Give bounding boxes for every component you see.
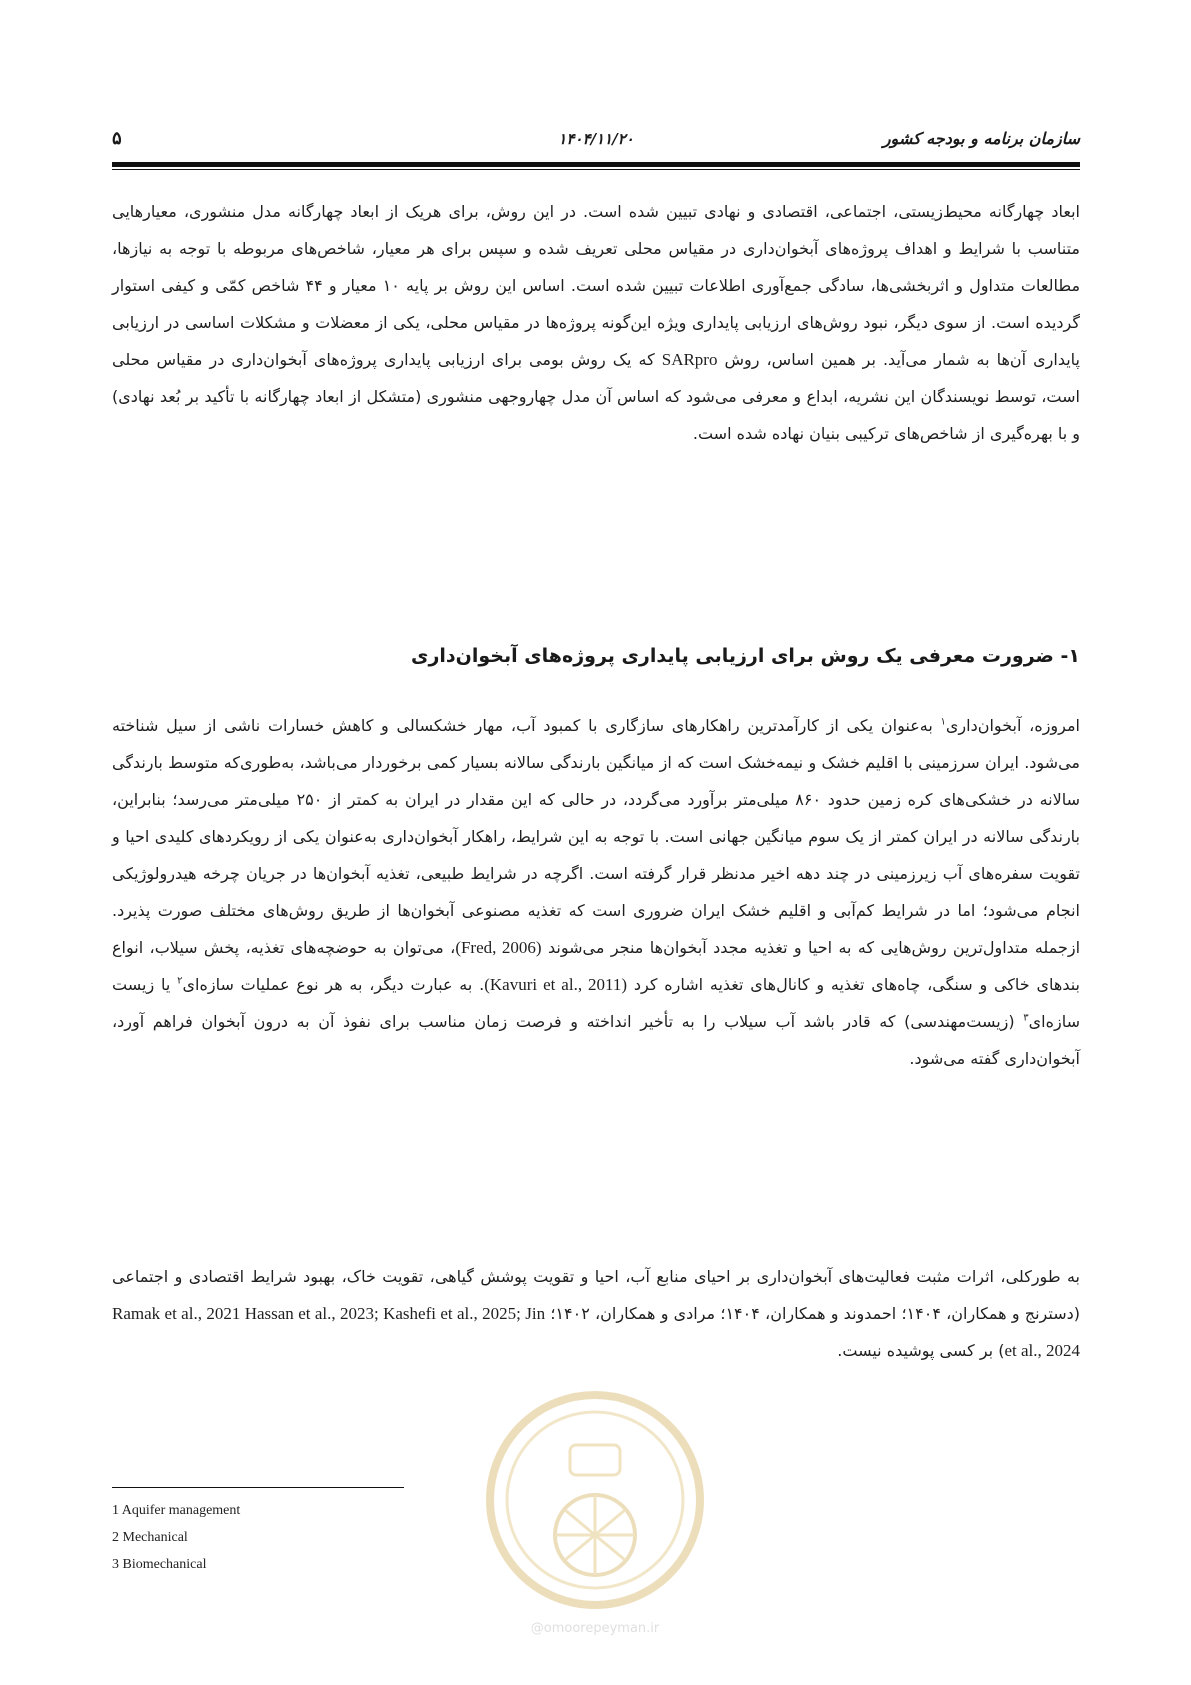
- footnote-2: 2 Mechanical: [112, 1530, 188, 1545]
- p3-text-b: ) بر کسی پوشیده نیست.: [837, 1341, 1005, 1360]
- footnote-separator: [112, 1487, 404, 1488]
- p2-text-d: . به عبارت دیگر، به هر نوع عملیات سازه‌ای: [182, 975, 485, 994]
- intro-paragraph: [112, 193, 1080, 452]
- intro-text-part1: ابعاد چهارگانه محیط‌زیستی، اجتماعی، اقتصادی و نهادی تبیین شده است. در این روش، برای هریک از ابعاد چهارگانه مدل منشوری، معیارهایی متناسب با شرایط و اهداف پروژه‌های آبخوان‌داری در مقیاس محلی تعریف شده و سپس برای هر معیار، شاخص‌های مربوطه با توجه به نیازها، مطالعات متداول و اثربخشی‌ها، سادگی جمع‌آوری اطلاعات تبیین شده است. اساس این روش بر پایه ۱۰ معیار و ۴۴ شاخص کمّی و کیفی استوار گردیده است. از سوی دیگر، نبود روش‌های ارزیابی پایداری ویژه این‌گونه پروژه‌ها در مقیاس محلی، یکی از معضلات و مشکلات اساسی در ارزیابی پایداری آن‌ها به شمار می‌آید. بر همین اساس، روش: [112, 202, 1081, 369]
- citation-kavuri: (Kavuri et al., 2011): [484, 975, 628, 994]
- body-paragraph-2: [112, 1258, 1080, 1369]
- p3-text-a: به طورکلی، اثرات مثبت فعالیت‌های آبخوان‌داری بر احیای منابع آب، احیا و تقویت پوشش گیاهی، تقویت خاک، بهبود شرایط اقتصادی و اجتماعی (دسترنج و همکاران، ۱۴۰۴؛ احمدوند و همکاران، ۱۴۰۴؛ مرادی و همکاران، ۱۴۰۲؛: [112, 1267, 1080, 1323]
- footnote-ref-3: ۳: [1023, 1012, 1029, 1024]
- citation-fred: (Fred, 2006): [455, 938, 542, 957]
- header-date: ۱۴۰۴/۱۱/۲۰: [558, 130, 634, 148]
- footnotes: [112, 1497, 612, 1578]
- watermark-url: @omoorepeyman.ir: [530, 1621, 660, 1636]
- footnote-ref-2: ۲: [177, 975, 183, 987]
- page-number: ۵: [112, 128, 122, 149]
- p2-text-e: یا زیست سازه‌ای: [112, 975, 1080, 1031]
- footnote-3: 3 Biomechanical: [112, 1557, 207, 1572]
- header-rule-thick: [112, 162, 1080, 167]
- p2-text-b: به‌عنوان یکی از کارآمدترین راهکارهای سازگاری با کمبود آب، مهار خشکسالی و کاهش خسارات ناشی از سیل شناخته می‌شود. ایران سرزمینی با اقلیم خشک و نیمه‌خشک است که از میانگین بارندگی سالانه بسیار کمی برخوردار می‌باشد، به‌طوری‌که متوسط بارندگی سالانه در خشکی‌های کره زمین حدود ۸۶۰ میلی‌متر برآورد می‌گردد، در حالی که این مقدار در ایران به کمتر از ۲۵۰ میلی‌متر می‌رسد؛ بنابراین، بارندگی سالانه در ایران کمتر از یک سوم میانگین جهانی است. با توجه به این شرایط، راهکار آبخوان‌داری به‌عنوان یکی از رویکردهای کلیدی احیا و تقویت سفره‌های آب زیرزمینی در چند دهه اخیر مدنظر قرار گرفته است. اگرچه در شرایط طبیعی، تغذیه آبخوان‌ها در جریان چرخه هیدرولوژیکی انجام می‌شود؛ اما در شرایط کم‌آبی و اقلیم خشک ایران ضروری است که تغذیه مصنوعی آبخوان‌ها از طریق روش‌های مختلف صورت پذیرد. ازجمله متداول‌ترین روش‌هایی که به احیا و تغذیه مجدد آبخوان‌ها منجر می‌شوند: [112, 716, 1081, 957]
- p2-text-c: ، می‌توان به حوضچه‌های تغذیه، پخش سیلاب، انواع بندهای خاکی و سنگی، چاه‌های تغذیه و کانال‌های تغذیه اشاره کرد: [112, 938, 1081, 994]
- p2-text-a: امروزه، آبخوان‌داری: [945, 716, 1080, 735]
- header-rule-thin: [112, 169, 1080, 170]
- method-name: SARpro: [661, 350, 718, 369]
- page-header: [112, 128, 1080, 156]
- p2-text-f: (زیست‌مهندسی) که قادر باشد آب سیلاب را به تأخیر انداخته و فرصت زمان مناسب برای نفوذ آن به درون آبخوان فراهم آورد، آبخوان‌داری گفته می‌شود.: [112, 1012, 1080, 1068]
- footnote-1: 1 Aquifer management: [112, 1503, 241, 1518]
- intro-text-part2: که یک روش بومی برای ارزیابی پایداری پروژه‌های آبخوان‌داری در مقیاس محلی است، توسط نویسندگان این نشریه، ابداع و معرفی می‌شود که اساس آن مدل چهاروجهی منشوری (متشکل از ابعاد چهارگانه با تأکید بر بُعد نهادی) و با بهره‌گیری از شاخص‌های ترکیبی بنیان نهاده شده است.: [112, 350, 1080, 443]
- footnote-ref-1: ۱: [940, 716, 946, 728]
- citation-list: Ramak et al., 2021 Hassan et al., 2023; Kashefi et al., 2025; Jin et al., 2024: [112, 1304, 1080, 1360]
- body-paragraph-1: [112, 707, 1080, 1077]
- header-organization: سازمان برنامه و بودجه کشور: [882, 129, 1080, 148]
- section-heading: ۱- ضرورت معرفی یک روش برای ارزیابی پایداری پروژه‌های آبخوان‌داری: [411, 645, 1080, 667]
